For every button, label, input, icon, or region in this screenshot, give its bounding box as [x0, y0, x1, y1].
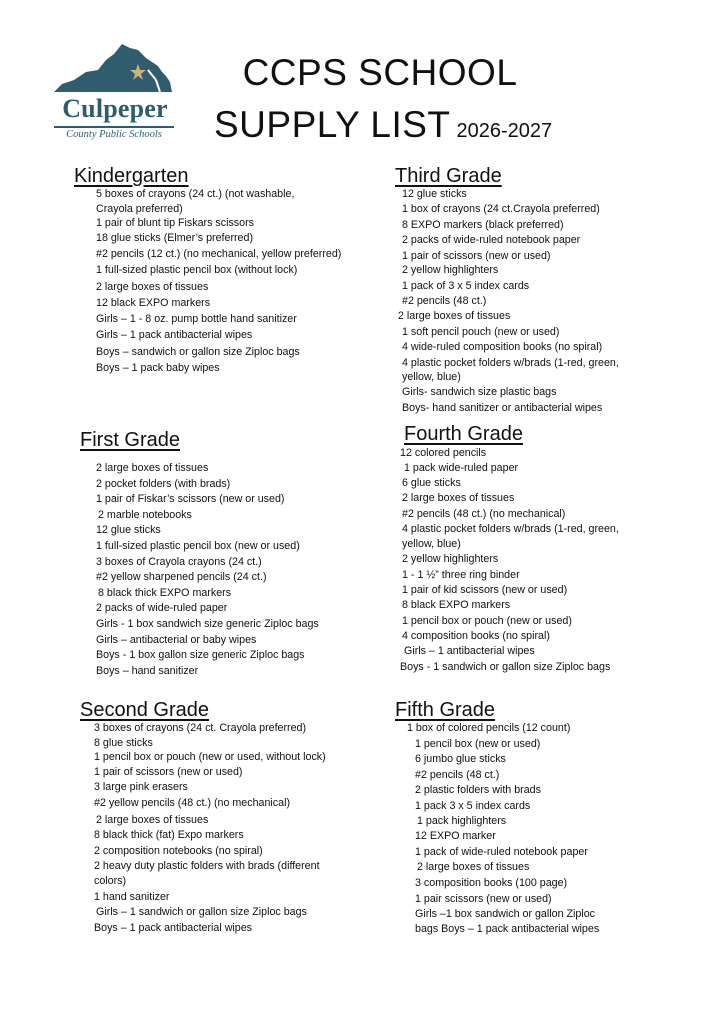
list-item: 1 full-sized plastic pencil box (without lock)	[96, 264, 298, 277]
list-item: 3 large pink erasers	[94, 781, 188, 794]
list-item: 1 - 1 ½” three ring binder	[402, 568, 520, 581]
list-item: 2 yellow highlighters	[402, 553, 499, 566]
list-item: 8 glue sticks	[94, 736, 153, 749]
logo-subtitle: County Public Schools	[66, 129, 162, 140]
list-item: 12 glue sticks	[402, 188, 467, 200]
list-item: Girls –1 box sandwich or gallon Ziploc	[415, 908, 595, 921]
section-kindergarten	[74, 164, 341, 377]
list-item: 12 glue sticks	[96, 524, 161, 537]
list-item: 2 large boxes of tissues	[96, 462, 209, 474]
supply-list	[400, 446, 619, 674]
section-heading: First Grade	[80, 429, 181, 451]
list-item: 1 pencil box or pouch (new or used, without lock)	[94, 751, 326, 764]
list-item: 4 plastic pocket folders w/brads (1-red, green,	[402, 523, 619, 536]
list-item: 2 packs of wide-ruled paper	[96, 602, 228, 615]
list-item: 12 EXPO marker	[415, 830, 496, 843]
list-item: 2 large boxes of tissues	[96, 280, 209, 293]
list-item: 1 pair of scissors (new or used)	[402, 249, 551, 262]
list-item: #2 pencils (48 ct.)	[402, 294, 487, 307]
list-item: colors)	[94, 874, 127, 887]
list-item: Boys – hand sanitizer	[96, 664, 199, 677]
section-heading: Third Grade	[395, 165, 502, 187]
section-heading: Fourth Grade	[404, 423, 523, 445]
list-item: 1 pair of kid scissors (new or used)	[402, 583, 568, 596]
list-item: 1 pencil box or pouch (new or used)	[402, 614, 572, 627]
list-item: 2 packs of wide-ruled notebook paper	[402, 234, 581, 247]
list-item: #2 yellow pencils (48 ct.) (no mechanical)	[94, 796, 291, 809]
list-item: Boys- hand sanitizer or antibacterial wipes	[402, 401, 603, 414]
list-item: yellow, blue)	[402, 371, 461, 384]
section-heading: Second Grade	[80, 699, 209, 721]
logo-name: Culpeper	[62, 94, 168, 123]
section-second-grade	[80, 698, 326, 936]
list-item: 1 pair of Fiskar’s scissors (new or used)	[96, 493, 285, 506]
list-item: 6 jumbo glue sticks	[415, 753, 506, 766]
list-item: Girls – antibacterial or baby wipes	[96, 633, 257, 646]
page-title-line2	[214, 104, 574, 152]
list-item: 12 black EXPO markers	[96, 296, 211, 309]
list-item: 18 glue sticks (Elmer’s preferred)	[96, 231, 254, 244]
list-item: 1 pair scissors (new or used)	[415, 892, 552, 905]
supply-list	[96, 187, 341, 376]
list-item: #2 pencils (48 ct.) (no mechanical)	[402, 507, 566, 520]
virginia-state-icon	[52, 40, 174, 100]
list-item: 2 large boxes of tissues	[402, 492, 515, 505]
list-item: 1 pair of scissors (new or used)	[94, 765, 243, 778]
section-fifth-grade	[395, 698, 599, 937]
supply-list	[407, 721, 599, 936]
supply-list	[94, 721, 326, 935]
supply-list	[398, 187, 619, 415]
list-item: 2 yellow highlighters	[402, 264, 499, 277]
list-item: 1 box of crayons (24 ct.Crayola preferred)	[402, 203, 600, 216]
list-item: 4 composition books (no spiral)	[402, 630, 550, 643]
list-item: 8 EXPO markers (black preferred)	[402, 218, 564, 231]
supply-list	[96, 461, 319, 678]
list-item: Boys – 1 pack baby wipes	[96, 362, 220, 375]
section-heading: Fifth Grade	[395, 699, 496, 721]
list-item: 2 heavy duty plastic folders with brads (different	[94, 860, 320, 873]
list-item: 5 boxes of crayons (24 ct.) (not washable,	[96, 188, 295, 200]
list-item: Boys - 1 box gallon size generic Ziploc bags	[96, 649, 305, 662]
list-item: 4 wide-ruled composition books (no spiral)	[402, 341, 603, 354]
section-fourth-grade	[400, 422, 619, 675]
list-item: 8 black EXPO markers	[402, 599, 511, 612]
culpeper-logo	[52, 40, 174, 144]
list-item: 1 pack of 3 x 5 index cards	[402, 279, 530, 292]
list-item: 2 pocket folders (with brads)	[96, 477, 231, 490]
list-item: Girls – 1 pack antibacterial wipes	[96, 329, 253, 342]
list-item: Boys – 1 pack antibacterial wipes	[94, 921, 253, 934]
list-item: 2 composition notebooks (no spiral)	[94, 844, 263, 857]
list-item: Girls – 1 antibacterial wipes	[404, 645, 535, 658]
page-title-line1: CCPS SCHOOL	[242, 52, 518, 93]
list-item: 1 pack highlighters	[417, 814, 507, 827]
list-item: bags Boys – 1 pack antibacterial wipes	[415, 922, 600, 935]
title-text: SUPPLY LIST	[214, 104, 451, 145]
section-third-grade	[395, 164, 619, 416]
list-item: 3 composition books (100 page)	[415, 876, 568, 889]
list-item: 1 soft pencil pouch (new or used)	[402, 325, 560, 338]
list-item: yellow, blue)	[402, 537, 461, 550]
list-item: 1 pack of wide-ruled notebook paper	[415, 845, 588, 858]
list-item: Girls – 1 sandwich or gallon size Ziploc bags	[96, 906, 307, 919]
section-first-grade	[80, 428, 319, 679]
list-item: 12 colored pencils	[400, 447, 487, 459]
list-item: Boys – sandwich or gallon size Ziploc bags	[96, 345, 300, 358]
list-item: 1 pair of blunt tip Fiskars scissors	[96, 217, 254, 230]
list-item: 4 plastic pocket folders w/brads (1-red, green,	[402, 356, 619, 369]
list-item: Crayola preferred)	[96, 202, 183, 215]
list-item: #2 pencils (48 ct.)	[415, 768, 500, 781]
list-item: 3 boxes of crayons (24 ct. Crayola preferred)	[94, 722, 307, 734]
list-item: Girls - 1 box sandwich size generic Ziploc bags	[96, 617, 319, 630]
list-item: 1 pencil box (new or used)	[415, 737, 541, 750]
list-item: 2 large boxes of tissues	[96, 813, 209, 826]
list-item: #2 yellow sharpened pencils (24 ct.)	[96, 571, 267, 584]
list-item: 3 boxes of Crayola crayons (24 ct.)	[96, 555, 262, 568]
list-item: 1 hand sanitizer	[94, 890, 170, 903]
list-item: 1 box of colored pencils (12 count)	[407, 722, 571, 734]
list-item: 6 glue sticks	[402, 476, 461, 489]
list-item: 8 black thick EXPO markers	[98, 586, 232, 599]
list-item: Girls – 1 - 8 oz. pump bottle hand sanitizer	[96, 313, 297, 326]
list-item: Girls- sandwich size plastic bags	[402, 386, 557, 399]
list-item: 1 pack 3 x 5 index cards	[415, 799, 531, 812]
list-item: 2 large boxes of tissues	[417, 861, 530, 874]
list-item: #2 pencils (12 ct.) (no mechanical, yellow preferred)	[96, 248, 342, 261]
list-item: Boys - 1 sandwich or gallon size Ziploc bags	[400, 660, 611, 673]
list-item: 2 marble notebooks	[98, 508, 192, 521]
list-item: 2 large boxes of tissues	[398, 310, 511, 323]
list-item: 8 black thick (fat) Expo markers	[94, 829, 244, 842]
school-year: 2026-2027	[456, 120, 553, 142]
list-item: 1 full-sized plastic pencil box (new or used)	[96, 539, 300, 552]
list-item: 2 plastic folders with brads	[415, 784, 541, 797]
list-item: 1 pack wide-ruled paper	[404, 461, 519, 474]
section-heading: Kindergarten	[74, 165, 189, 187]
